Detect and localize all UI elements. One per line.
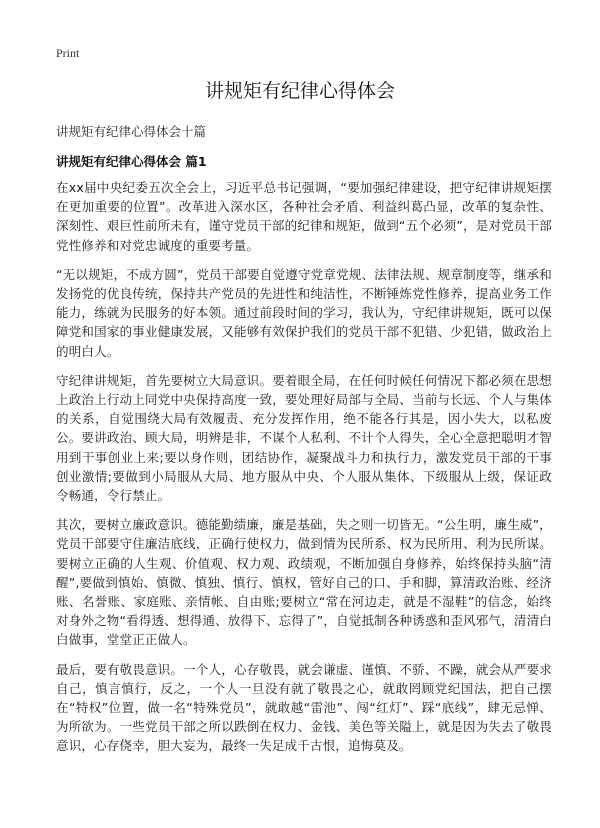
section-heading: 讲规矩有纪律心得体会 篇1 (56, 154, 207, 169)
print-link[interactable]: Print (56, 46, 80, 60)
document-subtitle: 讲规矩有纪律心得体会十篇 (56, 124, 207, 139)
article-body (56, 178, 552, 766)
paragraph-3: 守纪律讲规矩，首先要树立大局意识。要着眼全局，在任何时候任何情况下都必须在思想上政治上行动上同党中央保持高度一致，要处理好局部与全局、当前与长远、个人与集体的关系，自觉围绕大局有效履责、充分发挥作用，绝不能各行其是，因小失大，以私废公。要讲政治、顾大局，明辨是非，不谋个人私利、不计个人得失，全心全意把聪明才智用到干事创业上来;要以身作则，团结协作，凝聚战斗力和执行力，激发党员干部的干事创业激情;要做到小局服从大局、地方服从中央、个人服从集体、下级服从上级，保证政令畅通，令行禁止。 (56, 372, 552, 504)
page-title: 讲规矩有纪律心得体会 (204, 80, 395, 102)
paragraph-4: 其次，要树立廉政意识。德能勤绩廉，廉是基础，失之则一切皆无。“公生明，廉生威”，党员干部要守住廉洁底线，正确行使权力，做到情为民所系、权为民所用、利为民所谋。要树立正确的人生观、价值观、权力观、政绩观，不断加强自身修养，始终保持头脑“清醒”,要做到慎始、慎微、慎独、慎行、慎权，管好自己的口、手和脚，算清政治账、经济账、名誉账、家庭账、亲情帐、自由账;要树立“常在河边走，就是不湿鞋”的信念，始终对身外之物“看得透、想得通、放得下、忘得了”，自觉抵制各种诱惑和歪风邪气，清清白白做事，堂堂正正做人。 (56, 517, 552, 648)
paragraph-1: 在xx届中央纪委五次全会上，习近平总书记强调，“要加强纪律建设，把守纪律讲规矩摆在更加重要的位置”。改革进入深水区，各种社会矛盾、利益纠葛凸显，改革的复杂性、深刻性、艰巨性前所未有，谨守党员干部的纪律和规矩，做到“五个必须”，是对党员干部党性修养和对党忠诚度的重要考量。 (56, 180, 552, 253)
paragraph-5: 最后，要有敬畏意识。一个人，心存敬畏，就会谦虚、谨慎、不骄、不躁，就会从严要求自己，慎言慎行，反之，一个人一旦没有就了敬畏之心，就敢罔顾党纪国法，把自己摆在“特权”位置，做一名“特殊党员”，就敢越“雷池”、闯“红灯”、踩“底线”，肆无忌惮、为所欲为。一些党员干部之所以跌倒在权力、金钱、美色等关隘上，就是因为失去了敬畏意识，心存侥幸，胆大妄为，最终一失足成千古恨，追悔莫及。 (56, 661, 552, 754)
paragraph-2: “无以规矩，不成方圆”，党员干部要自觉遵守党章党规、法律法规、规章制度等，继承和发扬党的优良传统，保持共产党员的先进性和纯洁性，不断锤炼党性修养，提高业务工作能力，练就为民服务的好本领。通过前段时间的学习，我认为，守纪律讲规矩，既可以保障党和国家的事业健康发展，又能够有效保护我们的党员干部不犯错、少犯错，做政治上的明白人。 (56, 266, 552, 359)
